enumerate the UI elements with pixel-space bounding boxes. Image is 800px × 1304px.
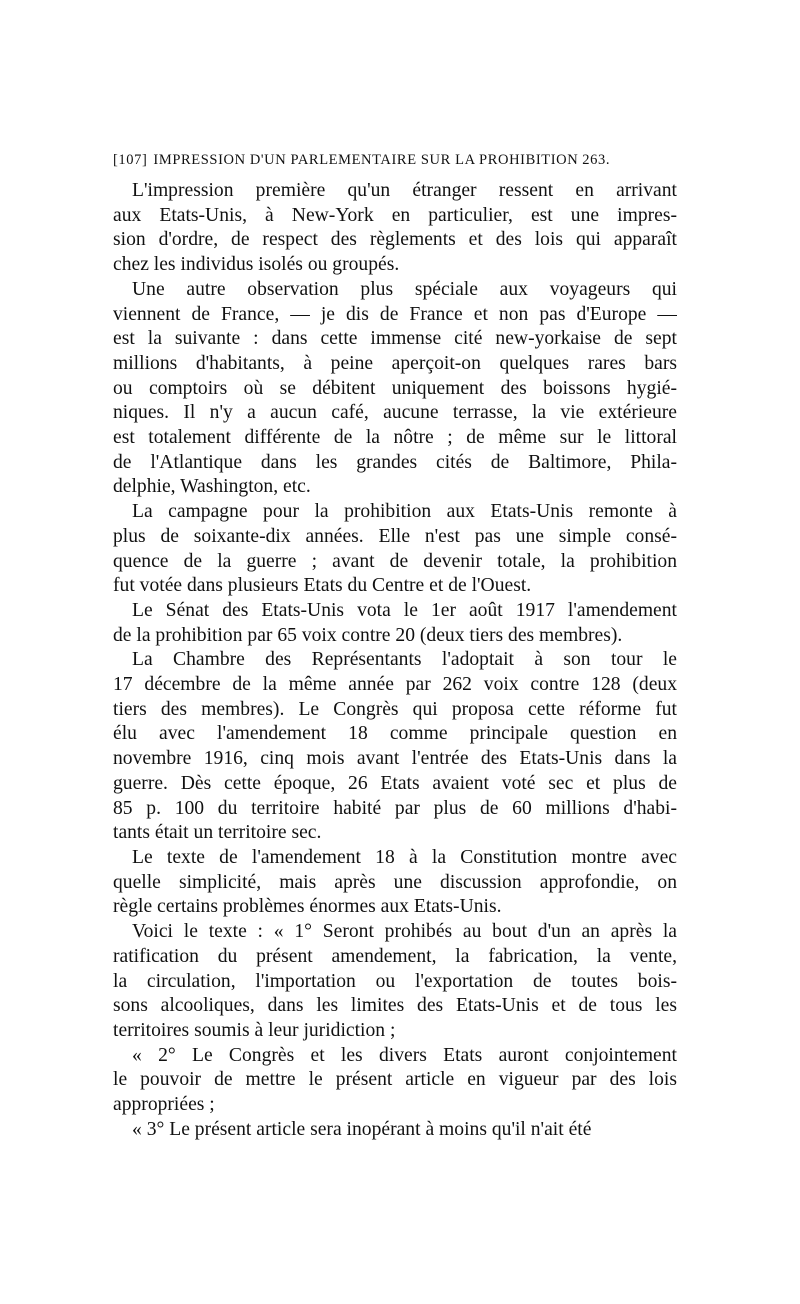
text-line: millions d'habitants, à peine aperçoit-on quelques rares bars (113, 352, 677, 374)
text-line: sons alcooliques, dans les limites des Etats-Unis et de tous les (113, 995, 677, 1017)
text-line: quence de la guerre ; avant de devenir totale, la prohibition (113, 550, 677, 572)
text-line: fut votée dans plusieurs Etats du Centre et de l'Ouest. (113, 575, 532, 597)
text-line: sion d'ordre, de respect des règlements et des lois qui apparaît (113, 229, 677, 251)
text-line: L'impression première qu'un étranger ressent en arrivant (132, 180, 677, 201)
text-line: de l'Atlantique dans les grandes cités de Baltimore, Phila- (113, 451, 677, 473)
text-line: de la prohibition par 65 voix contre 20 (deux tiers des membres). (113, 624, 623, 646)
text-line: La Chambre des Représentants l'adoptait à son tour le (132, 649, 677, 671)
text-line: chez les individus isolés ou groupés. (113, 254, 400, 276)
page-number: 263. (582, 152, 611, 168)
paragraph (113, 846, 677, 920)
paragraph (113, 599, 677, 648)
text-line: viennent de France, — je dis de France et non pas d'Europe — (113, 303, 677, 325)
folio-number: [107] (113, 152, 148, 168)
text-line: élu avec l'amendement 18 comme principale question en (113, 723, 677, 745)
text-line: quelle simplicité, mais après une discussion approfondie, on (113, 871, 677, 893)
text-line: « 2° Le Congrès et les divers Etats auront conjointement (132, 1044, 677, 1066)
running-header (113, 147, 677, 173)
text-line: tiers des membres). Le Congrès qui proposa cette réforme fut (113, 698, 677, 720)
text-line: 85 p. 100 du territoire habité par plus de 60 millions d'habi- (113, 797, 677, 819)
paragraph (113, 179, 677, 278)
text-line: guerre. Dès cette époque, 26 Etats avaient voté sec et plus de (113, 772, 677, 794)
text-line: ratification du présent amendement, la fabrication, la vente, (113, 945, 677, 967)
text-line: aux Etats-Unis, à New-York en particulier, est une impres- (113, 204, 677, 226)
text-line: novembre 1916, cinq mois avant l'entrée des Etats-Unis dans la (113, 748, 677, 770)
text-line: delphie, Washington, etc. (113, 476, 311, 498)
text-line: plus de soixante-dix années. Elle n'est pas une simple consé- (113, 525, 677, 547)
paragraph (113, 278, 677, 500)
running-title: IMPRESSION D'UN PARLEMENTAIRE SUR LA PROHIBITION (153, 152, 579, 168)
text-line: ou comptoirs où se débitent uniquement des boissons hygié- (113, 377, 677, 399)
text-line: niques. Il n'y a aucun café, aucune terrasse, la vie extérieure (113, 402, 677, 424)
body-text (113, 179, 677, 1142)
paragraph (113, 1044, 677, 1118)
paragraph (113, 648, 677, 846)
text-line: La campagne pour la prohibition aux Etats-Unis remonte à (132, 501, 677, 523)
text-line: Voici le texte : « 1° Seront prohibés au bout d'un an après la (132, 921, 677, 943)
paragraph (113, 1118, 677, 1143)
text-line: tants était un territoire sec. (113, 822, 322, 844)
text-line: Le Sénat des Etats-Unis vota le 1er août 1917 l'amendement (132, 599, 677, 621)
text-line: Une autre observation plus spéciale aux voyageurs qui (132, 278, 677, 300)
text-line: est la suivante : dans cette immense cité new-yorkaise de sept (113, 328, 677, 350)
text-line: la circulation, l'importation ou l'exportation de toutes bois- (113, 970, 677, 992)
text-line: Le texte de l'amendement 18 à la Constitution montre avec (132, 846, 677, 868)
text-line: territoires soumis à leur juridiction ; (113, 1019, 396, 1041)
paragraph (113, 920, 677, 1044)
paragraph (113, 500, 677, 599)
text-line: est totalement différente de la nôtre ; de même sur le littoral (113, 427, 677, 449)
text-line: appropriées ; (113, 1094, 215, 1116)
text-line: 17 décembre de la même année par 262 voix contre 128 (deux (113, 674, 677, 696)
text-line: « 3° Le présent article sera inopérant à moins qu'il n'ait été (132, 1118, 592, 1140)
book-page (113, 147, 677, 1142)
text-line: le pouvoir de mettre le présent article en vigueur par des lois (113, 1069, 677, 1091)
text-line: règle certains problèmes énormes aux Etats-Unis. (113, 896, 502, 918)
